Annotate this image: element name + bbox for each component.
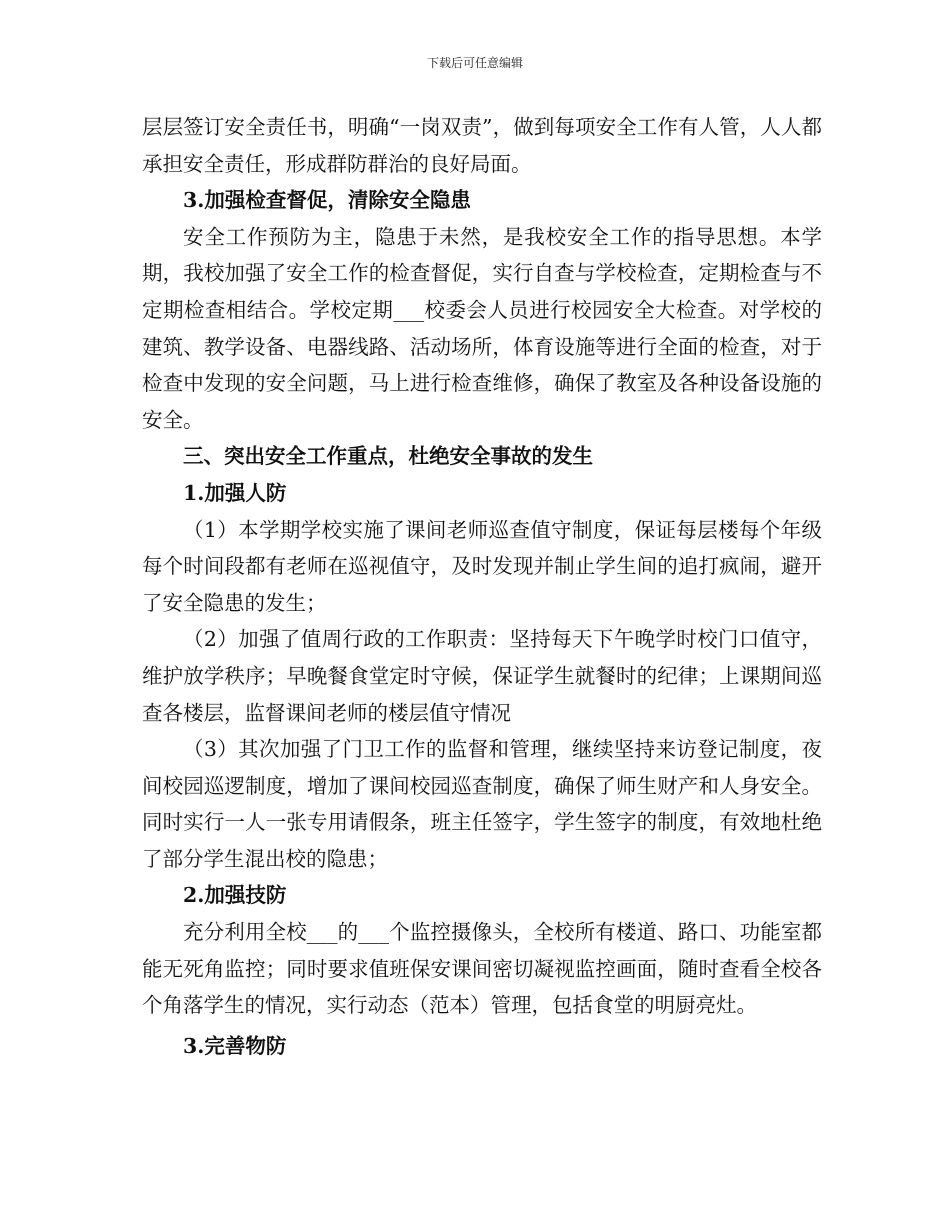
paragraph-patrol: （1）本学期学校实施了课间老师巡查值守制度，保证每层楼每个年级每个时间段都有老师在巡视值守，及时发现并制止学生间的追打疯闹，避开了安全隐患的发生； bbox=[142, 517, 822, 615]
paragraph-monitoring: 充分利用全校___的___个监控摄像头，全校所有楼道、路口、功能室都能无死角监控；同时要求值班保安课间密切凝视监控画面，随时查看全校各个角落学生的情况，实行动态（范本）管理，包括食堂的明厨亮灶。 bbox=[142, 920, 822, 1018]
heading-section-three: 三、突出安全工作重点，杜绝安全事故的发生 bbox=[183, 444, 593, 469]
paragraph-gatekeeper: （3）其次加强了门卫工作的监督和管理，继续坚持来访登记制度，夜间校园巡逻制度，增加了课间校园巡查制度，确保了师生财产和人身安全。同时实行一人一张专用请假条，班主任签字，学生签字的制度，有效地杜绝了部分学生混出校的隐患； bbox=[142, 737, 822, 871]
paragraph-responsibility: 层层签订安全责任书，明确“一岗双责”，做到每项安全工作有人管，人人都承担安全责任，形成群防群治的良好局面。 bbox=[142, 115, 822, 176]
paragraph-inspection: 安全工作预防为主，隐患于未然，是我校安全工作的指导思想。本学期，我校加强了安全工作的检查督促，实行自查与学校检查，定期检查与不定期检查相结合。学校定期___校委会人员进行校园安全大检查。对学校的建筑、教学设备、电器线路、活动场所，体育设施等进行全面的检查，对于检查中发现的安全问题，马上进行检查维修，确保了教室及各种设备设施的安全。 bbox=[142, 224, 822, 432]
heading-physical-defense: 3.完善物防 bbox=[183, 1033, 287, 1058]
heading-inspection: 3.加强检查督促，清除安全隐患 bbox=[183, 188, 471, 213]
paragraph-duty: （2）加强了值周行政的工作职责：坚持每天下午晚学时校门口值守，维护放学秩序；早晚餐食堂定时守候，保证学生就餐时的纪律；上课期间巡查各楼层，监督课间老师的楼层值守情况 bbox=[142, 627, 822, 725]
document-body bbox=[142, 109, 822, 1064]
heading-technical-defense: 2.加强技防 bbox=[183, 883, 287, 908]
heading-personnel-defense: 1.加强人防 bbox=[183, 480, 287, 505]
page-header: 下载后可任意编辑 bbox=[426, 56, 523, 70]
